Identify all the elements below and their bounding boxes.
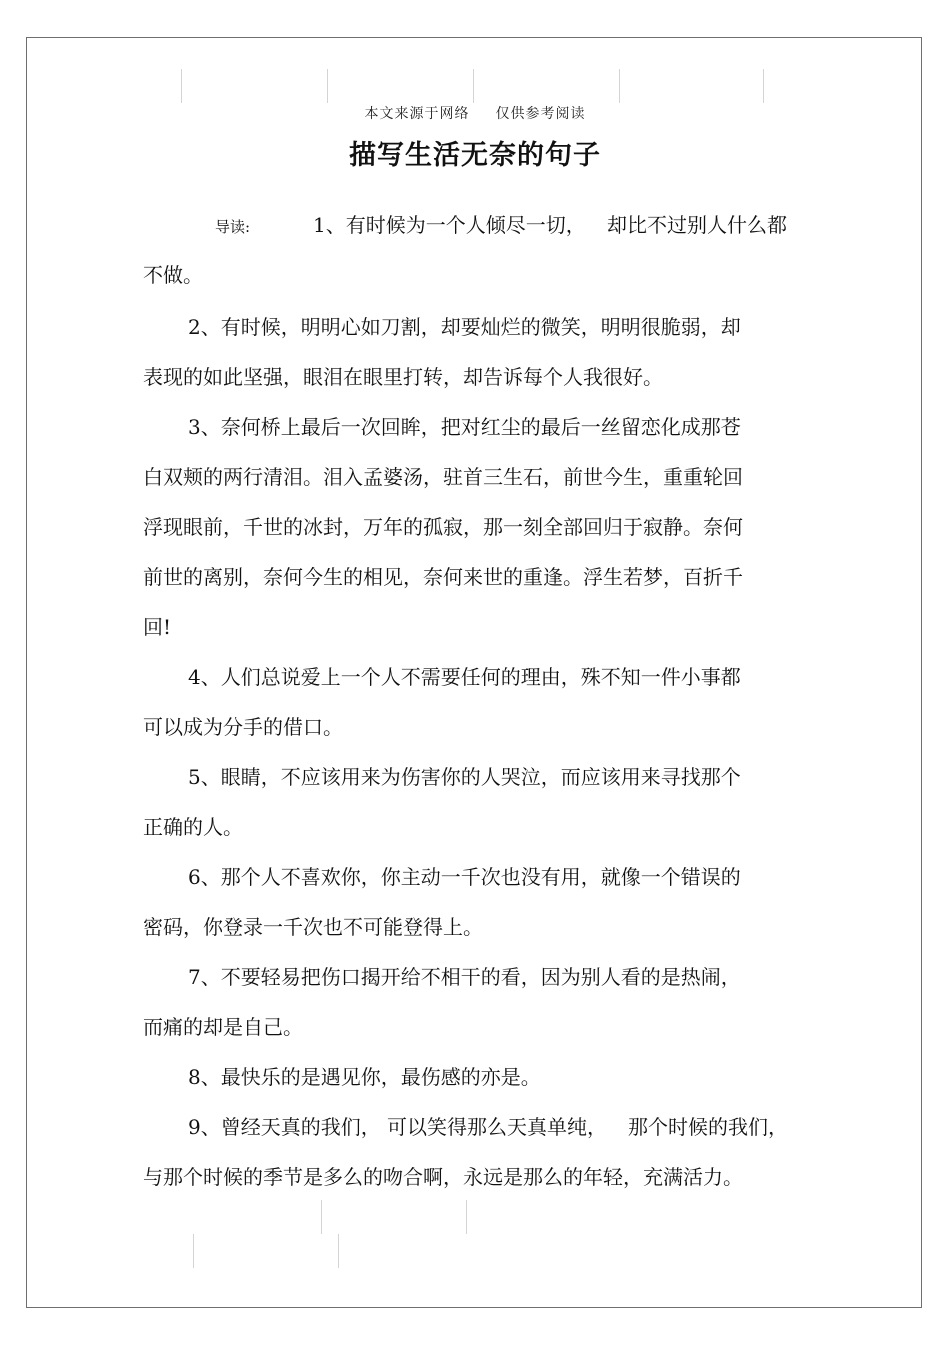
paragraph-line: 6、那个人不喜欢你，你主动一千次也没有用，就像一个错误的 — [188, 865, 741, 889]
paragraph-line: 5、眼睛，不应该用来为伤害你的人哭泣，而应该用来寻找那个 — [188, 765, 741, 789]
paragraph-line: 表现的如此坚强，眼泪在眼里打转，却告诉每个人我很好。 — [143, 365, 663, 389]
paragraph-line: 2、有时候，明明心如刀割，却要灿烂的微笑，明明很脆弱，却 — [188, 315, 741, 339]
paragraph-line: 那个时候的我们， — [628, 1115, 788, 1139]
ruling-mark — [193, 1234, 194, 1268]
paragraph-line: 白双颊的两行清泪。泪入孟婆汤，驻首三生石，前世今生，重重轮回 — [143, 465, 743, 489]
source-note-text: 本文来源于网络 — [364, 106, 470, 122]
ruling-mark — [327, 69, 328, 103]
paragraph-line: 9、曾经天真的我们， — [188, 1115, 381, 1139]
paragraph-line: 可以笑得那么天真单纯， — [387, 1115, 607, 1139]
ruling-mark — [321, 1200, 322, 1234]
paragraph-line: 回! — [143, 615, 172, 639]
paragraph-line: 8、最快乐的是遇见你，最伤感的亦是。 — [188, 1065, 541, 1089]
paragraph-line: 正确的人。 — [143, 815, 243, 839]
ruling-mark — [466, 1200, 467, 1234]
paragraph-line: 4、人们总说爱上一个人不需要任何的理由，殊不知一件小事都 — [188, 665, 741, 689]
source-note — [0, 103, 950, 123]
ruling-mark — [338, 1234, 339, 1268]
paragraph-line: 3、奈何桥上最后一次回眸，把对红尘的最后一丝留恋化成那苍 — [188, 415, 741, 439]
paragraph-line: 7、不要轻易把伤口揭开给不相干的看，因为别人看的是热闹， — [188, 965, 741, 989]
paragraph-line: 不做。 — [143, 263, 203, 287]
ruling-mark — [763, 69, 764, 103]
paragraph-line: 而痛的却是自己。 — [143, 1015, 303, 1039]
paragraph-line: 1、有时候为一个人倾尽一切， — [313, 213, 586, 237]
ruling-mark — [619, 69, 620, 103]
ruling-mark — [473, 69, 474, 103]
ruling-mark — [181, 69, 182, 103]
paragraph-line: 可以成为分手的借口。 — [143, 715, 343, 739]
intro-lead-label: 导读: — [215, 218, 251, 236]
page-title: 描写生活无奈的句子 — [349, 140, 601, 171]
paragraph-line: 浮现眼前，千世的冰封，万年的孤寂，那一刻全部回归于寂静。奈何 — [143, 515, 743, 539]
paragraph-line: 与那个时候的季节是多么的吻合啊，永远是那么的年轻，充满活力。 — [143, 1165, 743, 1189]
paragraph-line: 密码，你登录一千次也不可能登得上。 — [143, 915, 483, 939]
paragraph-line: 却比不过别人什么都 — [607, 213, 787, 237]
paragraph-line: 前世的离别，奈何今生的相见，奈何来世的重逢。浮生若梦，百折千 — [143, 565, 743, 589]
reference-note-text: 仅供参考阅读 — [495, 106, 586, 122]
